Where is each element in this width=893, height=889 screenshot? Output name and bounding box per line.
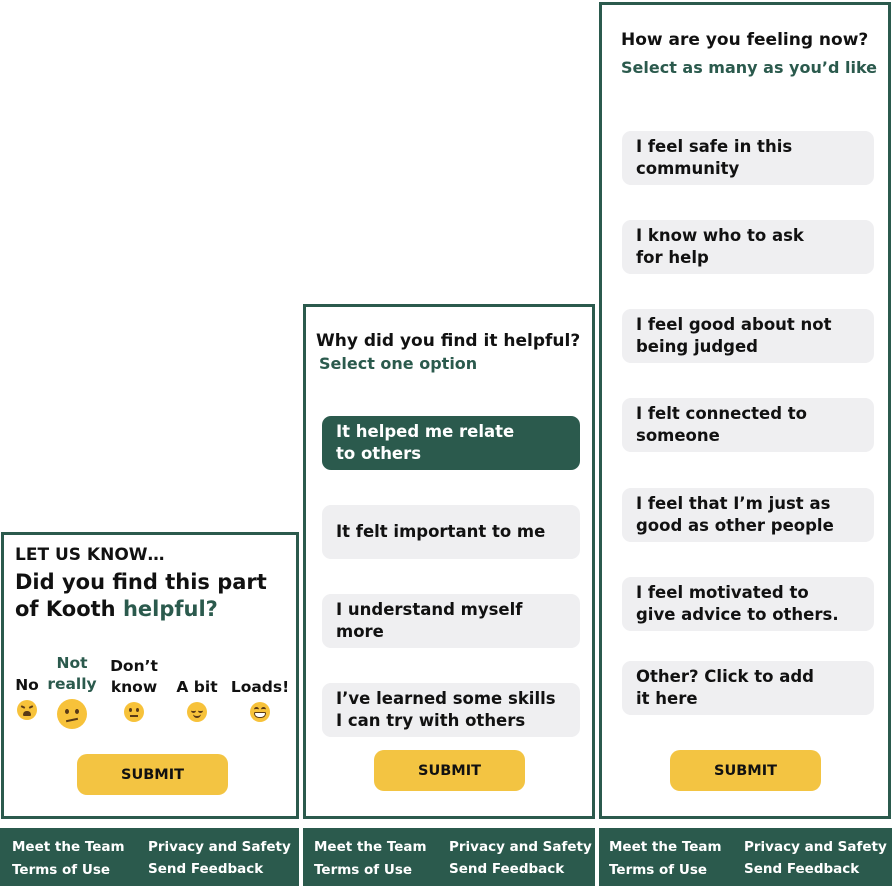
option-motivated-advice[interactable]: I feel motivated to give advice to others.: [622, 577, 874, 631]
question-heading: [15, 569, 267, 623]
rating-label: No: [15, 676, 39, 694]
footer-link-terms[interactable]: Terms of Use: [12, 862, 111, 878]
rating-option-a-bit[interactable]: [170, 677, 224, 726]
footer-link-privacy[interactable]: Privacy and Safety: [449, 839, 592, 855]
rating-option-no[interactable]: [8, 675, 46, 724]
submit-button[interactable]: SUBMIT: [670, 750, 821, 791]
footer-bar: [303, 828, 595, 886]
option-other-add[interactable]: Other? Click to add it here: [622, 661, 874, 715]
submit-button[interactable]: SUBMIT: [77, 754, 228, 795]
footer-bar: [599, 828, 892, 886]
feedback-panel-reasons: [303, 304, 595, 819]
option-feel-safe[interactable]: I feel safe in this community: [622, 131, 874, 185]
option-know-who-to-ask[interactable]: I know who to ask for help: [622, 220, 874, 274]
tired-face-icon: [17, 700, 37, 720]
neutral-face-icon: [124, 702, 144, 722]
footer-link-meet-team[interactable]: Meet the Team: [314, 839, 427, 855]
relieved-face-icon: [187, 702, 207, 722]
footer-link-meet-team[interactable]: Meet the Team: [609, 839, 722, 855]
footer-link-terms[interactable]: Terms of Use: [314, 862, 413, 878]
eyebrow-text: LET US KNOW…: [15, 545, 165, 565]
rating-option-loads[interactable]: [230, 677, 290, 726]
feedback-panel-helpfulness: [1, 532, 299, 819]
question-heading: How are you feeling now?: [621, 30, 869, 50]
question-highlight: helpful?: [122, 597, 218, 621]
option-learned-skills[interactable]: I’ve learned some skills I can try with others: [322, 683, 580, 737]
option-connected[interactable]: I felt connected to someone: [622, 398, 874, 452]
footer-link-privacy[interactable]: Privacy and Safety: [744, 839, 887, 855]
footer-bar: [0, 828, 299, 886]
feedback-panel-feelings: [599, 2, 891, 819]
rating-label: A bit: [176, 678, 218, 696]
footer-link-feedback[interactable]: Send Feedback: [744, 861, 860, 877]
rating-label: Loads!: [230, 678, 290, 696]
option-as-good-as-others[interactable]: I feel that I’m just as good as other people: [622, 488, 874, 542]
footer-link-feedback[interactable]: Send Feedback: [148, 861, 264, 877]
rating-label: Don’t know: [110, 657, 158, 696]
confused-face-icon: [57, 699, 87, 729]
grinning-face-icon: [250, 702, 270, 722]
footer-link-privacy[interactable]: Privacy and Safety: [148, 839, 291, 855]
option-relate-to-others[interactable]: It helped me relate to others: [322, 416, 580, 470]
question-line-1: Did you find this part: [15, 570, 267, 594]
rating-option-not-really[interactable]: [44, 653, 100, 733]
question-heading: Why did you find it helpful?: [316, 331, 581, 351]
option-understand-myself[interactable]: I understand myself more: [322, 594, 580, 648]
footer-link-feedback[interactable]: Send Feedback: [449, 861, 565, 877]
question-line-2: [15, 596, 267, 623]
footer-link-meet-team[interactable]: Meet the Team: [12, 839, 125, 855]
question-line-2-prefix: of Kooth: [15, 597, 123, 621]
instruction-text: Select as many as you’d like: [621, 58, 877, 77]
option-not-judged[interactable]: I feel good about not being judged: [622, 309, 874, 363]
option-felt-important[interactable]: It felt important to me: [322, 505, 580, 559]
rating-option-dont-know[interactable]: [106, 656, 162, 726]
instruction-text: Select one option: [319, 354, 478, 373]
footer-link-terms[interactable]: Terms of Use: [609, 862, 708, 878]
rating-label: Not really: [47, 654, 97, 693]
submit-button[interactable]: SUBMIT: [374, 750, 525, 791]
